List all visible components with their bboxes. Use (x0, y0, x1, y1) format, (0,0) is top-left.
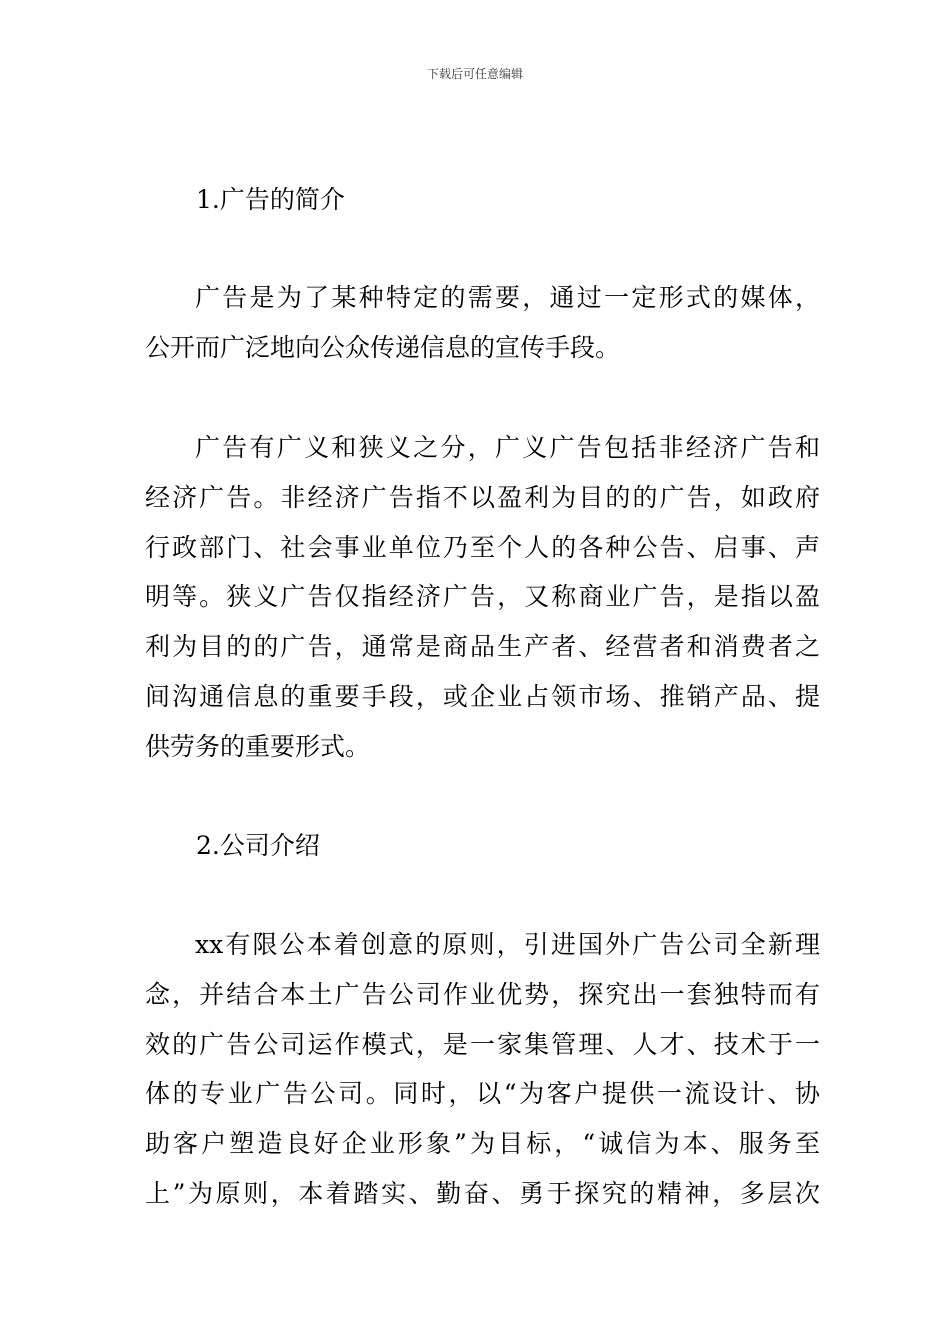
paragraph-line: 供劳务的重要形式。 (145, 731, 371, 761)
paragraph-line: 体的专业广告公司。同时，以“为客户提供一流设计、协 (145, 1079, 820, 1109)
paragraph-line: 上”为原则，本着踏实、勤奋、勇于探究的精神，多层次 (145, 1178, 820, 1208)
paragraph-ad-definition (145, 273, 820, 373)
paragraph-line: 间沟通信息的重要手段，或企业占领市场、推销产品、提 (145, 681, 820, 711)
paragraph-line: 广告有广义和狭义之分，广义广告包括非经济广告和 (195, 433, 820, 462)
paragraph-ad-types (145, 423, 820, 772)
paragraph-line: 助客户塑造良好企业形象”为目标，“诚信为本、服务至 (145, 1129, 820, 1159)
section-heading-1: 1.广告的简介 (196, 185, 345, 214)
paragraph-line: 公开而广泛地向公众传递信息的宣传手段。 (145, 332, 621, 362)
paragraph-line: 经济广告。非经济广告指不以盈利为目的的广告，如政府 (145, 482, 820, 512)
section-heading-2: 2.公司介绍 (196, 831, 320, 860)
paragraph-line: 效的广告公司运作模式，是一家集管理、人才、技术于一 (145, 1029, 820, 1059)
page-header: 下载后可任意编辑 (426, 67, 523, 81)
paragraph-line: xx有限公本着创意的原则，引进国外广告公司全新理 (195, 930, 820, 959)
paragraph-line: 明等。狭义广告仅指经济广告，又称商业广告，是指以盈 (145, 582, 820, 612)
paragraph-line: 念，并结合本土广告公司作业优势，探究出一套独特而有 (145, 979, 820, 1009)
paragraph-line: 广告是为了某种特定的需要，通过一定形式的媒体， (195, 283, 820, 312)
paragraph-line: 利为目的的广告，通常是商品生产者、经营者和消费者之 (145, 632, 820, 662)
paragraph-company-intro (145, 920, 820, 1219)
paragraph-line: 行政部门、社会事业单位乃至个人的各种公告、启事、声 (145, 532, 820, 562)
